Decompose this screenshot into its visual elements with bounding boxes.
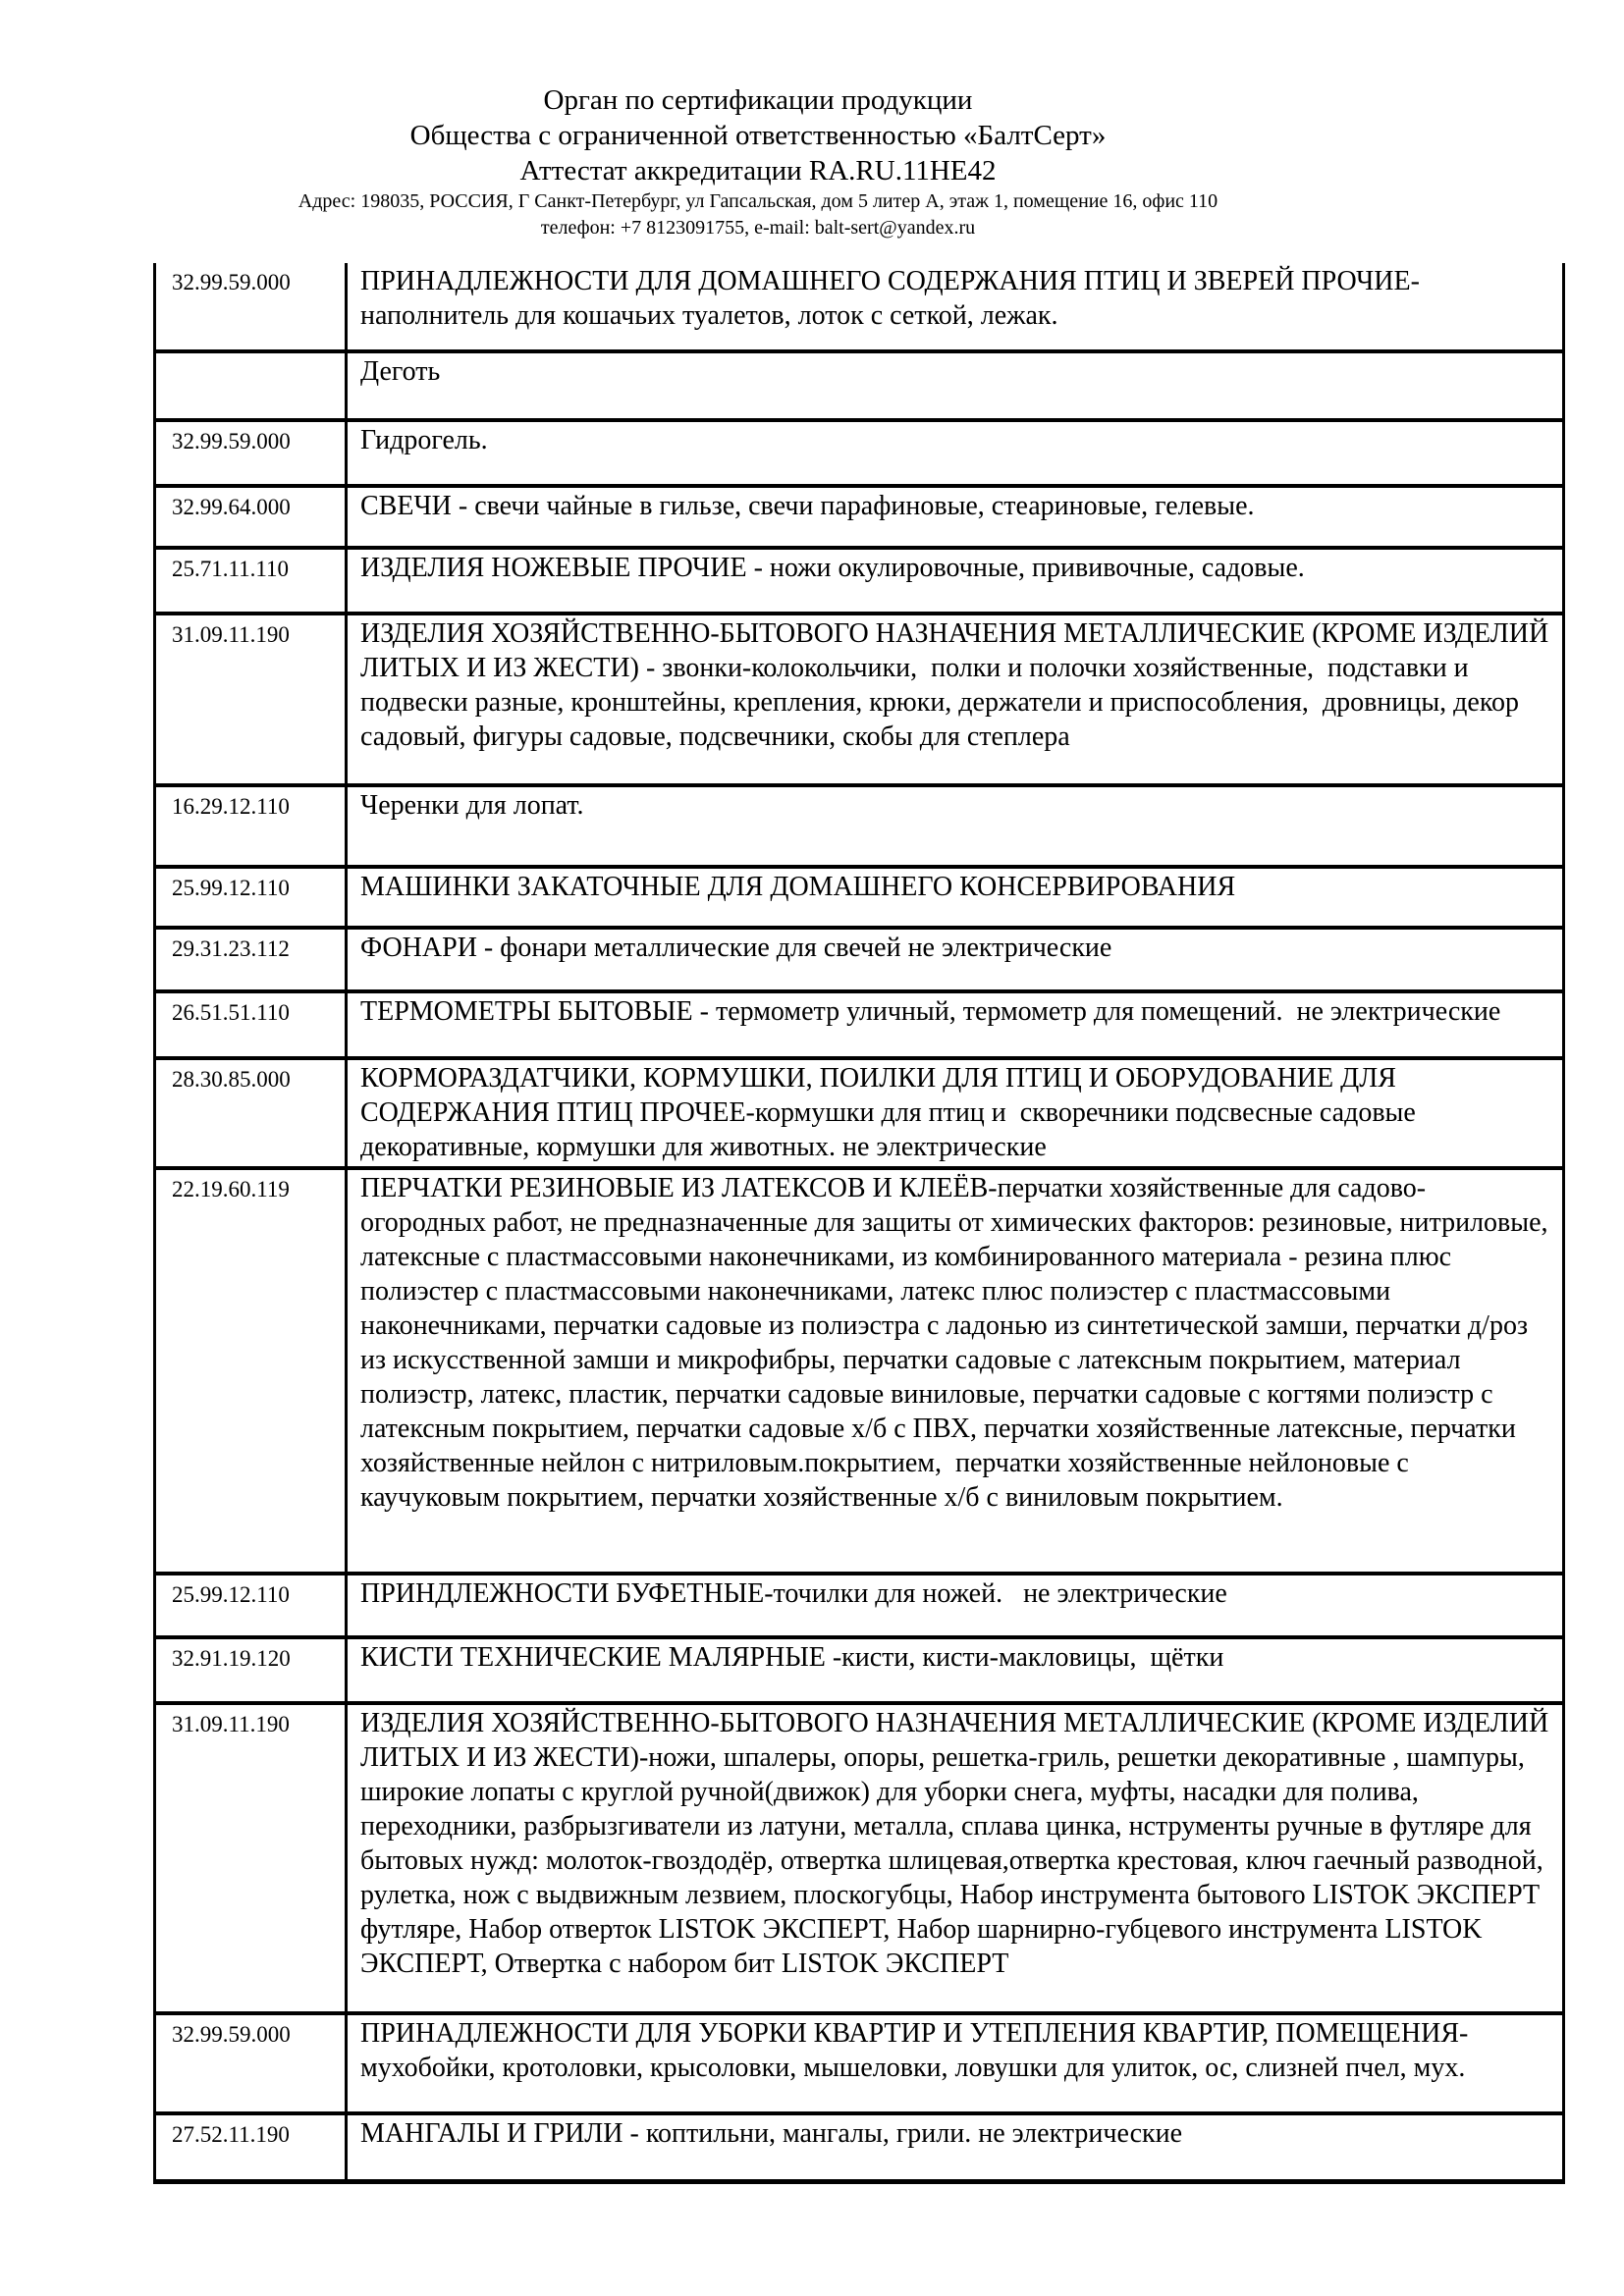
table-row xyxy=(156,422,1562,488)
code-cell: 31.09.11.190 xyxy=(156,1705,348,2011)
org-address: Адрес: 198035, РОССИЯ, Г Санкт-Петербург, ул Гапсальская, дом 5 литер А, этаж 1, помещение 16, офис 110 xyxy=(298,190,1218,212)
accreditation-number: Аттестат аккредитации RA.RU.11НЕ42 xyxy=(519,155,997,187)
code-cell: 22.19.60.119 xyxy=(156,1170,348,1572)
description-cell: СВЕЧИ - свечи чайные в гильзе, свечи парафиновые, стеариновые, гелевые. xyxy=(360,491,1255,521)
description-cell: Деготь xyxy=(360,356,441,387)
code-cell: 25.99.12.110 xyxy=(156,869,348,926)
code-cell: 16.29.12.110 xyxy=(156,787,348,865)
description-cell: Гидрогель. xyxy=(360,425,488,455)
table-row xyxy=(156,993,1562,1060)
table-row xyxy=(156,1575,1562,1639)
table-row xyxy=(156,1705,1562,2015)
code-cell: 32.99.59.000 xyxy=(156,263,348,349)
description-cell: ПЕРЧАТКИ РЕЗИНОВЫЕ ИЗ ЛАТЕКСОВ И КЛЕЁВ-перчатки хозяйственные для садово-огородных работ, не предназначенные для защиты от химических факторов: резиновые, нитриловые, латексные с пластмассовыми наконечниками, из комбинированного материала - резина плюс полиэстер с пластмассовыми наконечниками, латекс плюс полиэстер с пластмассовыми наконечниками, перчатки садовые из полиэстра с ладонью из синтетической замши, перчатки д/роз из искусственной замши и микрофибры, перчатки садовые с латексным покрытием, материал полиэстр, латекс, пластик, перчатки садовые виниловые, перчатки садовые с когтями полиэстр с латексным покрытием, перчатки садовые х/б с ПВХ, перчатки хозяйственные латексные, перчатки хозяйственные нейлон с нитриловым.покрытием, перчатки хозяйственные нейлоновые с каучуковым покрытием, перчатки хозяйственные х/б с виниловым покрытием. xyxy=(360,1173,1555,1513)
product-codes-table xyxy=(153,263,1565,2184)
code-cell: 25.99.12.110 xyxy=(156,1575,348,1635)
table-row xyxy=(156,1060,1562,1170)
table-row xyxy=(156,1639,1562,1705)
code-cell: 29.31.23.112 xyxy=(156,930,348,989)
description-cell: ПРИНАДЛЕЖНОСТИ ДЛЯ ДОМАШНЕГО СОДЕРЖАНИЯ ПТИЦ И ЗВЕРЕЙ ПРОЧИЕ-наполнитель для кошачьих туалетов, лоток с сеткой, лежак. xyxy=(360,266,1420,331)
description-cell: КИСТИ ТЕХНИЧЕСКИЕ МАЛЯРНЫЕ -кисти, кисти-макловицы, щётки xyxy=(360,1642,1224,1673)
code-cell xyxy=(156,353,348,418)
table-row xyxy=(156,1170,1562,1575)
code-cell: 32.99.59.000 xyxy=(156,422,348,484)
description-cell: ПРИНДЛЕЖНОСТИ БУФЕТНЫЕ-точилки для ножей. не электрические xyxy=(360,1578,1227,1609)
document-header xyxy=(0,82,1516,241)
code-cell: 26.51.51.110 xyxy=(156,993,348,1056)
description-cell: Черенки для лопат. xyxy=(360,790,584,821)
description-cell: ПРИНАДЛЕЖНОСТИ ДЛЯ УБОРКИ КВАРТИР И УТЕПЛЕНИЯ КВАРТИР, ПОМЕЩЕНИЯ-мухобойки, кротоловки, крысоловки, мышеловки, ловушки для улиток, ос, слизней пчел, мух. xyxy=(360,2018,1469,2083)
description-cell: МАНГАЛЫ И ГРИЛИ - коптильни, мангалы, грили. не электрические xyxy=(360,2118,1183,2149)
code-cell: 27.52.11.190 xyxy=(156,2115,348,2179)
code-cell: 32.99.64.000 xyxy=(156,488,348,546)
description-cell: ИЗДЕЛИЯ ХОЗЯЙСТВЕННО-БЫТОВОГО НАЗНАЧЕНИЯ МЕТАЛЛИЧЕСКИЕ (КРОМЕ ИЗДЕЛИЙ ЛИТЫХ И ИЗ ЖЕСТИ) - звонки-колокольчики, полки и полочки хозяйственные, подставки и подвески разные, кронштейны, крепления, крюки, держатели и приспособления, дровницы, декор садовый, фигуры садовые, подсвечники, скобы для степлера xyxy=(360,618,1556,752)
table-row xyxy=(156,353,1562,422)
description-cell: ТЕРМОМЕТРЫ БЫТОВЫЕ - термометр уличный, термометр для помещений. не электрические xyxy=(360,996,1501,1027)
description-cell: ИЗДЕЛИЯ НОЖЕВЫЕ ПРОЧИЕ - ножи окулировочные, прививочные, садовые. xyxy=(360,553,1305,583)
description-cell: ИЗДЕЛИЯ ХОЗЯЙСТВЕННО-БЫТОВОГО НАЗНАЧЕНИЯ МЕТАЛЛИЧЕСКИЕ (КРОМЕ ИЗДЕЛИЙ ЛИТЫХ И ИЗ ЖЕСТИ)-ножи, шпалеры, опоры, решетка-гриль, решетки декоративные , шампуры, широкие лопаты с круглой ручной(движок) для уборки снега, муфты, насадки для полива, переходники, разбрызгиватели из латуни, металла, сплава цинка, нструменты ручные в футляре для бытовых нужд: молоток-гвоздодёр, отвертка шлицевая,отвертка крестовая, ключ гаечный разводной, рулетка, нож с выдвижным лезвием, плоскогубцы, Набор инструмента бытового LISTOK ЭКСПЕРТ футляре, Набор отверток LISTOK ЭКСПЕРТ, Набор шарнирно-губцевого инструмента LISTOK ЭКСПЕРТ, Отвертка с набором бит LISTOK ЭКСПЕРТ xyxy=(360,1708,1556,1979)
code-cell: 31.09.11.190 xyxy=(156,615,348,783)
code-cell: 32.99.59.000 xyxy=(156,2015,348,2111)
org-title: Орган по сертификации продукции xyxy=(543,84,973,116)
code-cell: 28.30.85.000 xyxy=(156,1060,348,1166)
table-row xyxy=(156,930,1562,993)
org-name: Общества с ограниченной ответственностью «БалтСерт» xyxy=(409,120,1107,151)
org-contact: телефон: +7 8123091755, e-mail: balt-sert@yandex.ru xyxy=(540,217,976,239)
table-row xyxy=(156,2015,1562,2115)
table-row xyxy=(156,550,1562,615)
description-cell: МАШИНКИ ЗАКАТОЧНЫЕ ДЛЯ ДОМАШНЕГО КОНСЕРВИРОВАНИЯ xyxy=(360,872,1236,902)
code-cell: 25.71.11.110 xyxy=(156,550,348,612)
table-row xyxy=(156,263,1562,353)
description-cell: КОРМОРАЗДАТЧИКИ, КОРМУШКИ, ПОИЛКИ ДЛЯ ПТИЦ И ОБОРУДОВАНИЕ ДЛЯ СОДЕРЖАНИЯ ПТИЦ ПРОЧЕЕ-кормушки для птиц и скворечники подсвесные садовые декоративные, кормушки для животных. не электрические xyxy=(360,1063,1423,1162)
table-row xyxy=(156,615,1562,787)
table-row xyxy=(156,869,1562,930)
description-cell: ФОНАРИ - фонари металлические для свечей не электрические xyxy=(360,933,1112,963)
table-row xyxy=(156,2115,1562,2184)
code-cell: 32.91.19.120 xyxy=(156,1639,348,1701)
table-row xyxy=(156,488,1562,550)
table-row xyxy=(156,787,1562,869)
